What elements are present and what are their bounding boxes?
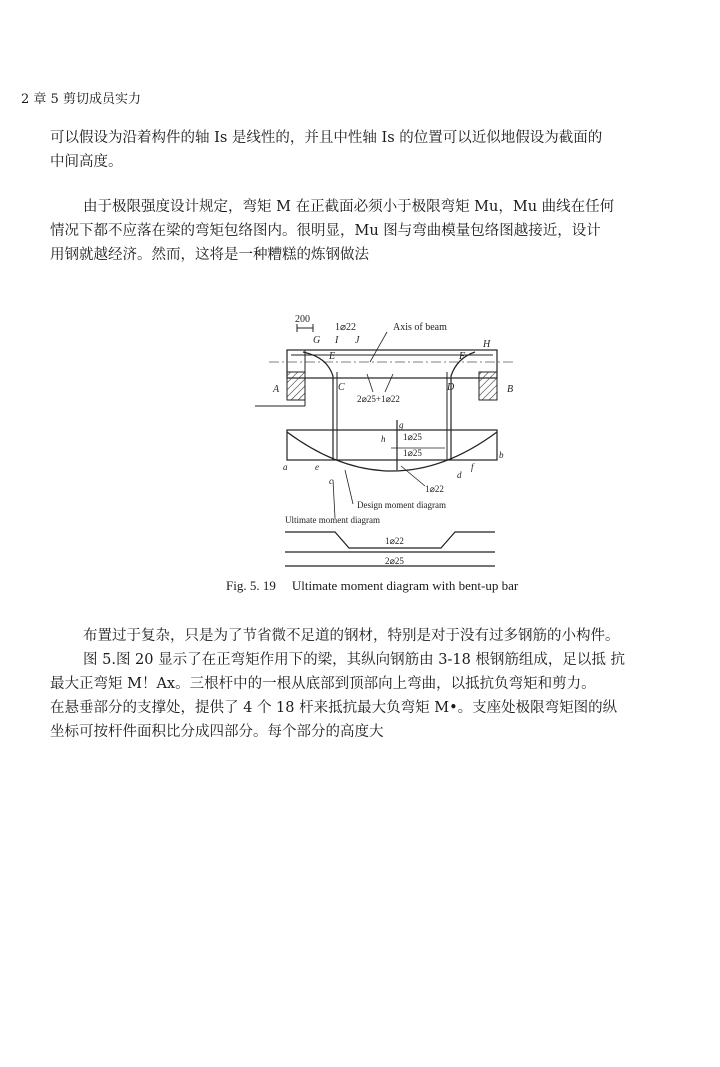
text-line: 情况下都不应落在梁的弯矩包络图内。很明显，Mu 图与弯曲模量包络图越接近，设计 [50,223,601,239]
point-I: I [335,335,339,346]
point-f: f [471,462,474,472]
point-h: h [381,434,386,444]
point-J: J [355,335,360,346]
point-H: H [483,339,491,350]
text-line: 由于极限强度设计规定，弯矩 M 在正截面必须小于极限弯矩 Mu，Mu 曲线在任何 [83,199,615,215]
dimension-label: 200 [295,314,310,325]
point-A: A [273,384,280,395]
point-C: C [338,382,345,393]
figure-caption [226,578,518,594]
text-line: 最大正弯矩 M！Ax。三根杆中的一根从底部到顶部向上弯曲，以抵抗负弯矩和剪力。 [50,676,596,692]
text-line: 用钢就越经济。然而，这将是一种糟糕的炼钢做法 [50,247,369,263]
paragraph-1 [50,126,700,174]
point-B: B [507,384,514,395]
paragraph-3 [50,624,700,744]
point-c: c [329,476,333,486]
point-a: a [283,462,288,472]
segment-1-label: 1⌀25 [403,432,422,442]
text-line: 图 5.图 20 显示了在正弯矩作用下的梁，其纵向钢筋由 3-18 根钢筋组成，足以抵 抗 [83,652,626,668]
beam-outline [287,350,497,378]
point-F: F [459,351,466,362]
segment-3-label: 1⌀22 [425,484,444,494]
point-b: b [499,450,504,460]
bottom-bar-2-label: 2⌀25 [385,556,404,566]
text-line: 在悬垂部分的支撑处，提供了 4 个 18 杆来抵抗最大负弯矩 M•。支座处极限弯矩图的纵 [50,700,618,716]
point-e: e [315,462,319,472]
support-right [479,372,497,400]
mid-bars-label: 2⌀25+1⌀22 [357,394,400,404]
segment-2-label: 1⌀25 [403,448,422,458]
moment-diagram-box [287,430,497,460]
ultimate-moment-label: Ultimate moment diagram [285,515,380,525]
bent-bar [303,352,475,460]
figure-number: Fig. 5. 19 [226,578,276,593]
chapter-header: 2 章 5 剪切成员实力 [21,92,141,107]
bottom-bar-1-label: 1⌀22 [385,536,404,546]
design-moment-label: Design moment diagram [357,500,446,510]
point-D: D [447,382,455,393]
text-line: 布置过于复杂，只是为了节省微不足道的钢材，特别是对于没有过多钢筋的小构件。 [83,628,620,644]
text-line: 坐标可按杆件面积比分成四部分。每个部分的高度大 [50,724,384,740]
text-line: 可以假设为沿着构件的轴 Is 是线性的，并且中性轴 Is 的位置可以近似地假设为截面的 [50,130,603,146]
point-g: g [399,420,404,430]
top-bar-label: 1⌀22 [335,322,357,333]
paragraph-2 [50,195,700,267]
support-left [287,372,305,400]
point-d: d [457,470,462,480]
point-G: G [313,335,321,346]
beam-figure [225,310,515,570]
text-line: 中间高度。 [50,154,123,170]
axis-label: Axis of beam [393,322,447,333]
point-E: E [329,351,336,362]
figure-caption-text: Ultimate moment diagram with bent-up bar [291,578,519,593]
